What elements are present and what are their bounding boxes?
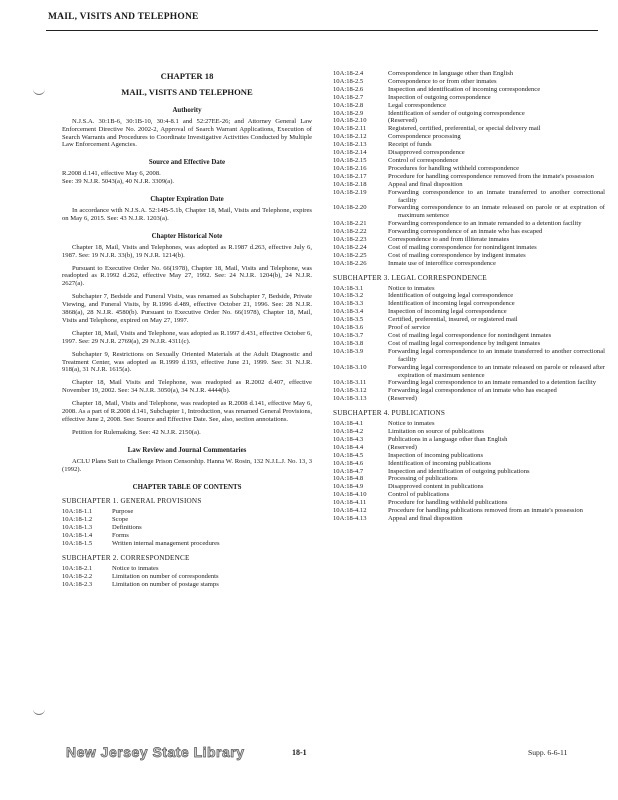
section-number: 10A:18-4.6 [333,459,364,467]
history-paragraph: Pursuant to Executive Order No. 66(1978), Chapter 18, Mail, Visits and Telephone, was readopted as R.1992 d.262, effective May 27, 1992. See: 24 N.J.R. 1204(b), 24 N.J.R. 2627(a). [62,264,312,288]
section-title: Publications in a language other than English [388,435,508,443]
section-title: Receipt of funds [388,141,432,149]
section-title: Forwarding correspondence to an inmate released on parole or at expiration of maximum sentence [388,204,605,220]
toc-entry [333,436,605,444]
toc-entry [333,483,605,491]
section-number: 10A:18-2.8 [333,101,364,109]
toc-entry [333,348,605,364]
section-number: 10A:18-2.22 [333,228,367,236]
toc-entry [333,387,605,395]
section-title: Correspondence processing [388,133,461,141]
section-title: Notice to inmates [388,284,435,292]
toc-entry [333,340,605,348]
section-number: 10A:18-3.2 [333,292,364,300]
section-title: Identification of sender of outgoing correspondence [388,109,525,117]
toc-entry [333,285,605,293]
history-paragraph: Subchapter 9, Restrictions on Sexually Oriented Materials at the Adult Diagnostic and Treatment Center, was adopted as R.1999 d.193, effective June 21, 1999. See: 31 N.J.R. 918(a), 31 N.J.R. 1615(a). [62,350,312,374]
section-number: 10A:18-2.12 [333,133,367,141]
section-title: Inmate use of interoffice correspondence [388,259,496,267]
section-title: Definitions [112,524,142,532]
section-number: 10A:18-2.2 [62,572,93,580]
section-title: Identification of incoming legal correspondence [388,300,515,308]
source-line-1: R.2008 d.141, effective May 6, 2008. [62,170,161,178]
subchapter-2-list-continued [333,70,605,268]
section-title: (Reserved) [388,395,417,403]
section-title: Notice to inmates [112,564,159,572]
section-title: Registered, certified, preferential, or special delivery mail [388,125,541,133]
toc-entry [333,379,605,387]
subchapter-4-heading: SUBCHAPTER 4. PUBLICATIONS [333,409,446,418]
expiration-heading: Chapter Expiration Date [150,196,224,204]
left-column [62,70,312,589]
section-title: Limitation on number of postage stamps [112,580,219,588]
history-heading: Chapter Historical Note [151,232,223,240]
subchapter-3-list [333,285,605,404]
section-title: (Reserved) [388,443,417,451]
subchapter-1-list [62,508,312,548]
section-title: Procedure for handling withheld publications [388,499,508,507]
toc-entry [62,540,312,548]
section-number: 10A:18-4.10 [333,491,367,499]
section-title: Purpose [112,508,134,516]
section-title: Procedures for handling withheld correspondence [388,164,520,172]
section-title: Cost of mailing correspondence for nonindigent inmates [388,243,537,251]
supplement-date: Supp. 6-6-11 [528,748,568,757]
section-title: Scope [112,516,129,524]
section-title: Forwarding correspondence to an inmate transferred to another correctional facility [388,188,605,204]
section-title: Control of publications [388,491,450,499]
section-title: Notice to inmates [388,420,435,428]
toc-entry [333,444,605,452]
subchapter-2-heading: SUBCHAPTER 2. CORRESPONDENCE [62,553,190,562]
section-title: (Reserved) [388,117,417,125]
section-number: 10A:18-2.5 [333,77,364,85]
toc-entry [333,204,605,220]
section-number: 10A:18-4.2 [333,427,364,435]
toc-entry [333,141,605,149]
section-title: Inspection of outgoing correspondence [388,93,491,101]
toc-entry [333,165,605,173]
toc-entry [333,420,605,428]
section-number: 10A:18-2.3 [62,580,93,588]
toc-entry [333,324,605,332]
source-line-2: See: 39 N.J.R. 5043(a), 40 N.J.R. 3309(a). [62,178,175,186]
section-number: 10A:18-3.13 [333,395,367,403]
section-title: Appeal and final disposition [388,180,463,188]
section-title: Forwarding legal correspondence of an inmate who has escaped [388,387,557,395]
toc-entry [333,316,605,324]
subchapter-1-heading: SUBCHAPTER 1. GENERAL PROVISIONS [62,497,202,506]
toc-entry [62,508,312,516]
section-number: 10A:18-2.19 [333,188,367,196]
toc-entry [333,228,605,236]
toc-entry [333,189,605,205]
section-title: Inspection and identification of outgoing publications [388,467,530,475]
section-title: Disapproved correspondence [388,149,465,157]
section-number: 10A:18-2.26 [333,259,367,267]
toc-entry [62,581,312,589]
section-number: 10A:18-3.3 [333,300,364,308]
section-title: Certified, preferential, insured, or registered mail [388,316,518,324]
toc-entry [62,573,312,581]
section-number: 10A:18-4.5 [333,451,364,459]
section-number: 10A:18-4.9 [333,483,364,491]
toc-entry [333,125,605,133]
section-title: Cost of mailing legal correspondence by indigent inmates [388,339,541,347]
toc-entry [333,220,605,228]
section-number: 10A:18-3.10 [333,363,367,371]
subchapter-2-list-start [62,565,312,589]
history-paragraph: Chapter 18, Mail, Visits and Telephones, was adopted as R.1987 d.263, effective July 6, 1987. See: 19 N.J.R. 33(b), 19 N.J.R. 1214(b). [62,243,312,259]
section-title: Identification of incoming publications [388,459,492,467]
section-title: Processing of publications [388,475,458,483]
toc-entry [333,515,605,523]
section-title: Inspection of incoming legal correspondence [388,308,507,316]
section-title: Limitation on source of publications [388,427,484,435]
toc-entry [62,516,312,524]
toc-entry [333,468,605,476]
toc-entry [333,149,605,157]
toc-entry [333,452,605,460]
toc-entry [333,300,605,308]
expiration-text: In accordance with N.J.S.A. 52:14B-5.1b, Chapter 18, Mail, Visits and Telephone, expires on May 6, 2015. See: 43 N.J.R. 1203(a). [62,206,312,222]
toc-entry [333,292,605,300]
section-title: Legal correspondence [388,101,447,109]
toc-entry [333,332,605,340]
toc-entry [333,499,605,507]
section-title: Procedure for handling publications removed from an inmate's possession [388,507,583,515]
subchapter-3-heading: SUBCHAPTER 3. LEGAL CORRESPONDENCE [333,273,487,282]
section-number: 10A:18-3.6 [333,324,364,332]
section-number: 10A:18-4.8 [333,475,364,483]
toc-entry [333,395,605,403]
section-number: 10A:18-1.2 [62,516,93,524]
toc-entry [333,236,605,244]
section-title: Disapproved content in publications [388,483,484,491]
section-number: 10A:18-2.1 [62,564,93,572]
section-number: 10A:18-2.4 [333,70,364,77]
section-number: 10A:18-2.6 [333,85,364,93]
section-number: 10A:18-3.9 [333,347,364,355]
header-rule [46,30,598,31]
section-title: Inspection and identification of incoming correspondence [388,85,541,93]
section-number: 10A:18-4.3 [333,435,364,443]
section-number: 10A:18-2.14 [333,149,367,157]
section-title: Identification of outgoing legal correspondence [388,292,514,300]
section-number: 10A:18-2.20 [333,204,367,212]
section-number: 10A:18-2.15 [333,156,367,164]
section-number: 10A:18-2.10 [333,117,367,125]
history-paragraph: Petition for Rulemaking. See: 42 N.J.R. 2150(a). [72,428,201,436]
toc-entry [333,110,605,118]
section-title: Control of correspondence [388,156,459,164]
section-number: 10A:18-3.1 [333,284,364,292]
toc-entry [333,70,605,78]
right-column [333,70,605,523]
page-number: 18-1 [292,748,307,757]
toc-entry [333,117,605,125]
section-number: 10A:18-3.12 [333,387,367,395]
toc-entry [333,78,605,86]
section-number: 10A:18-4.7 [333,467,364,475]
toc-entry [62,532,312,540]
section-number: 10A:18-4.11 [333,499,367,507]
section-title: Appeal and final disposition [388,514,463,522]
margin-mark-top [33,88,45,95]
toc-entry [333,181,605,189]
section-number: 10A:18-2.9 [333,109,364,117]
chapter-number: CHAPTER 18 [160,71,214,81]
toc-heading: CHAPTER TABLE OF CONTENTS [132,483,242,491]
toc-entry [333,173,605,181]
toc-entry [333,260,605,268]
section-number: 10A:18-1.5 [62,539,93,547]
subchapter-4-list [333,420,605,523]
toc-entry [333,157,605,165]
chapter-title: MAIL, VISITS AND TELEPHONE [121,86,253,97]
section-number: 10A:18-4.1 [333,420,364,428]
authority-text: N.J.S.A. 30:1B-6, 30:1B-10, 30:4-8.1 and 52:27EE-26; and Attorney General Law Enforcement Directive No. 2002-2, Approval of Search Warrant Applications, Execution of Search Warrants and Procedures to Coordinate Investigative Activities Conducted by Multiple Law Enforcement Agencies. [62,117,312,149]
section-title: Forwarding legal correspondence to an inmate released on parole or released after expiration of maximum sentence [388,363,605,379]
law-review-heading: Law Review and Journal Commentaries [127,446,247,454]
toc-entry [333,94,605,102]
toc-entry [333,364,605,380]
section-number: 10A:18-3.11 [333,379,367,387]
section-number: 10A:18-3.8 [333,339,364,347]
library-watermark: New Jersey State Library [66,744,245,760]
source-heading: Source and Effective Date [148,159,226,167]
section-title: Written internal management procedures [112,539,220,547]
section-number: 10A:18-1.4 [62,532,93,540]
section-number: 10A:18-2.11 [333,125,367,133]
history-paragraph: Chapter 18, Mail, Visits and Telephone, was readopted as R.2008 d.141, effective May 6, 2008. As a part of R.2008 d.141, Subchapter 1, Introduction, was renamed General Provisions, effective June 2, 2008. See: Source and Effective Date. See, also, section annotations. [62,400,312,423]
toc-entry [333,428,605,436]
section-number: 10A:18-2.16 [333,164,367,172]
section-title: Proof of service [388,324,431,332]
toc-entry [62,524,312,532]
history-paragraph: Chapter 18, Mail, Visits and Telephone, was adopted as R.1997 d.431, effective October 6, 1997. See: 29 N.J.R. 2769(a), 29 N.J.R. 4311(c). [62,329,312,345]
section-title: Correspondence to and from illiterate inmates [388,236,510,244]
toc-entry [333,86,605,94]
section-title: Correspondence to or from other inmates [388,77,497,85]
section-number: 10A:18-4.12 [333,507,367,515]
section-number: 10A:18-3.7 [333,332,364,339]
section-number: 10A:18-3.4 [333,308,364,316]
section-title: Cost of mailing correspondence by indigent inmates [388,251,526,259]
section-number: 10A:18-2.7 [333,93,364,101]
section-title: Forwarding correspondence of an inmate who has escaped [388,228,543,236]
section-title: Forwarding legal correspondence to an inmate transferred to another correctional facility [388,347,605,363]
section-number: 10A:18-2.18 [333,180,367,188]
section-title: Limitation on number of correspondents [112,572,219,580]
section-number: 10A:18-2.24 [333,243,367,251]
toc-entry [333,475,605,483]
section-number: 10A:18-4.4 [333,443,364,451]
toc-entry [333,252,605,260]
toc-entry [62,565,312,573]
toc-entry [333,491,605,499]
section-title: Forwarding correspondence to an inmate remanded to a detention facility [388,220,582,228]
section-title: Forms [112,532,129,540]
toc-entry [333,244,605,252]
toc-entry [333,308,605,316]
history-paragraph: Chapter 18, Mail Visits and Telephone, was readopted as R.2002 d.407, effective November 19, 2002. See: 34 N.J.R. 3050(a), 34 N.J.R. 4444(b). [62,379,312,395]
section-number: 10A:18-1.1 [62,508,93,516]
section-number: 10A:18-2.21 [333,220,367,228]
history-paragraph: Subchapter 7, Bedside and Funeral Visits, was renamed as Subchapter 7, Bedside, Private Viewing, and Funeral Visits, by R.1996 d.489, effective October 21, 1996. See: 28 N.J.R. 3868(a), 28 N.J.R. 4580(b). Pursuant to Executive Order No. 66(1978), Chapter 18, Mail, Visits and Telephone, expired on May 27, 1997. [62,293,312,324]
toc-entry [333,102,605,110]
law-review-text: ACLU Plans Suit to Challenge Prison Censorship. Hanna W. Rosin, 132 N.J.L.J. No. 13, 3 (1992). [62,457,312,473]
section-title: Procedure for handling correspondence removed from the inmate's possession [388,172,594,180]
section-title: Forwarding legal correspondence to an inmate remanded to a detention facility [388,379,596,387]
section-number: 10A:18-2.13 [333,141,367,149]
section-number: 10A:18-1.3 [62,524,93,532]
authority-heading: Authority [172,106,202,114]
margin-mark-bottom [33,708,45,715]
running-head: MAIL, VISITS AND TELEPHONE [48,12,199,22]
section-number: 10A:18-4.13 [333,514,367,522]
toc-entry [333,133,605,141]
section-title: Inspection of incoming publications [388,451,484,459]
toc-entry [333,507,605,515]
toc-entry [333,460,605,468]
section-title: Correspondence in language other than English [388,70,514,77]
section-number: 10A:18-2.23 [333,236,367,244]
section-title: Cost of mailing legal correspondence for nonindigent inmates [388,332,552,339]
section-number: 10A:18-2.25 [333,251,367,259]
section-number: 10A:18-2.17 [333,172,367,180]
section-number: 10A:18-3.5 [333,316,364,324]
